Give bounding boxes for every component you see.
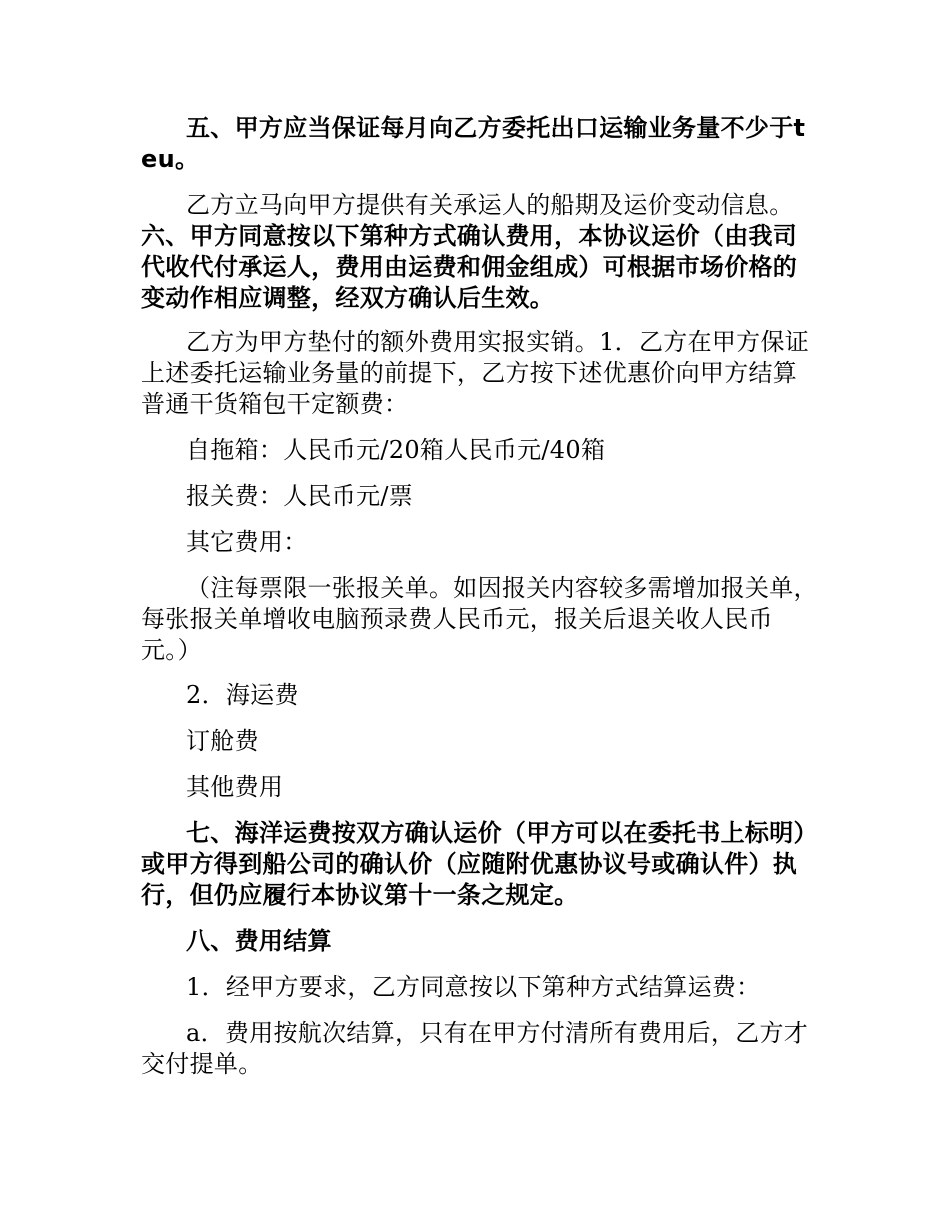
info-paragraph: 乙方立马向甲方提供有关承运人的船期及运价变动信息。 xyxy=(186,191,794,219)
other-charges-line: 其他费用 xyxy=(186,773,284,801)
clause-8-heading: 八、费用结算 xyxy=(186,927,332,955)
voyage-settlement-paragraph: a．费用按航次结算，只有在甲方付清所有费用后，乙方才交付提单。 xyxy=(141,1019,809,1078)
booking-fee-line: 订舱费 xyxy=(186,727,259,755)
extra-fees-paragraph: 乙方为甲方垫付的额外费用实报实销。1．乙方在甲方保证上述委托运输业务量的前提下，乙方按下述优惠价向甲方结算普通干货箱包干定额费： xyxy=(141,328,810,418)
clause-7-paragraph: 七、海洋运费按双方确认运价（甲方可以在委托书上标明）或甲方得到船公司的确认价（应随附优惠协议号或确认件）执行，但仍应履行本协议第十一条之规定。 xyxy=(141,819,818,909)
settlement-method-line: 1．经甲方要求，乙方同意按以下第种方式结算运费： xyxy=(186,973,761,1001)
ocean-freight-line: 2．海运费 xyxy=(186,681,299,709)
clause-6-paragraph: 六、甲方同意按以下第种方式确认费用，本协议运价（由我司代收代付承运人，费用由运费和佣金组成）可根据市场价格的变动作相应调整，经双方确认后生效。 xyxy=(141,222,798,312)
other-fees-line: 其它费用： xyxy=(186,528,308,556)
customs-fee-line: 报关费：人民币元/票 xyxy=(186,482,414,510)
customs-note-paragraph: （注每票限一张报关单。如因报关内容较多需增加报关单，每张报关单增收电脑预录费人民币元，报关后退关收人民币元。） xyxy=(141,574,818,664)
self-towing-fee-line: 自拖箱：人民币元/20箱人民币元/40箱 xyxy=(186,436,606,464)
clause-5-paragraph: 五、甲方应当保证每月向乙方委托出口运输业务量不少于teu。 xyxy=(141,114,806,173)
